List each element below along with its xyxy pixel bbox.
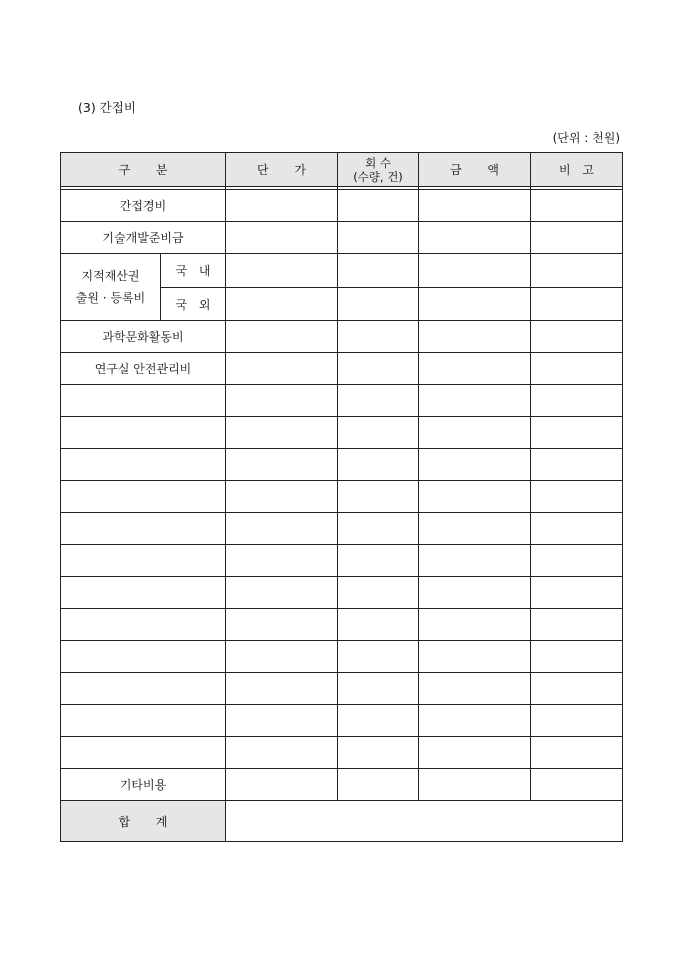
cell-input[interactable] xyxy=(419,705,531,737)
cell-input[interactable] xyxy=(226,769,338,801)
header-count-bottom: (수량, 건) xyxy=(353,169,403,184)
cell-input[interactable] xyxy=(226,417,338,449)
table-row-empty xyxy=(61,641,623,673)
cell-input[interactable] xyxy=(226,545,338,577)
cell-input[interactable] xyxy=(419,417,531,449)
table-row-empty xyxy=(61,705,623,737)
cell-input[interactable] xyxy=(419,673,531,705)
header-row xyxy=(61,153,623,187)
cell-input[interactable] xyxy=(531,673,623,705)
cell-input[interactable] xyxy=(419,513,531,545)
total-row xyxy=(61,801,623,842)
cell-input[interactable] xyxy=(226,641,338,673)
cell-input[interactable] xyxy=(531,353,623,385)
cell-input[interactable] xyxy=(419,190,531,222)
table-row xyxy=(61,321,623,353)
cell-input[interactable] xyxy=(419,769,531,801)
table-row-empty xyxy=(61,417,623,449)
cell-input[interactable] xyxy=(61,577,226,609)
total-value[interactable] xyxy=(226,801,623,842)
table-row xyxy=(61,769,623,801)
cell-input[interactable] xyxy=(338,321,419,353)
ip-group-line1: 지적재산권 xyxy=(81,269,140,283)
cell-input[interactable] xyxy=(531,481,623,513)
cell-input[interactable] xyxy=(61,705,226,737)
cell-input[interactable] xyxy=(226,222,338,254)
cell-input[interactable] xyxy=(338,288,419,321)
table-row xyxy=(61,254,623,288)
cell-input[interactable] xyxy=(531,288,623,321)
cell-input[interactable] xyxy=(531,449,623,481)
cell-input[interactable] xyxy=(61,737,226,769)
table-row-empty xyxy=(61,673,623,705)
cell-input[interactable] xyxy=(338,481,419,513)
cell-input[interactable] xyxy=(61,385,226,417)
cell-input[interactable] xyxy=(338,737,419,769)
cell-input[interactable] xyxy=(338,673,419,705)
cell-input[interactable] xyxy=(338,769,419,801)
cell-input[interactable] xyxy=(338,705,419,737)
cell-input[interactable] xyxy=(531,577,623,609)
cell-input[interactable] xyxy=(531,705,623,737)
row-label-science-culture: 과학문화활동비 xyxy=(61,321,226,353)
table-row-empty xyxy=(61,577,623,609)
header-count-top: 회 수 xyxy=(365,155,391,170)
cell-input[interactable] xyxy=(338,417,419,449)
cell-input[interactable] xyxy=(531,769,623,801)
cell-input[interactable] xyxy=(226,321,338,353)
table-row-empty xyxy=(61,481,623,513)
header-category: 구 분 xyxy=(61,153,226,187)
cell-input[interactable] xyxy=(226,254,338,288)
cell-input[interactable] xyxy=(61,481,226,513)
cell-input[interactable] xyxy=(338,641,419,673)
table-row-empty xyxy=(61,449,623,481)
cell-input[interactable] xyxy=(419,288,531,321)
row-label-ip-group xyxy=(61,254,161,321)
cell-input[interactable] xyxy=(531,190,623,222)
row-label-tech-reserve: 기술개발준비금 xyxy=(61,222,226,254)
cell-input[interactable] xyxy=(61,641,226,673)
cell-input[interactable] xyxy=(61,449,226,481)
cell-input[interactable] xyxy=(226,737,338,769)
cell-input[interactable] xyxy=(531,385,623,417)
cell-input[interactable] xyxy=(61,673,226,705)
unit-note: (단위 : 천원) xyxy=(552,131,620,145)
section-title: (3) 간접비 xyxy=(78,100,136,115)
table-row-empty xyxy=(61,609,623,641)
ip-group-line2: 출원 · 등록비 xyxy=(75,291,146,305)
cell-input[interactable] xyxy=(338,254,419,288)
cell-input[interactable] xyxy=(226,288,338,321)
cell-input[interactable] xyxy=(61,609,226,641)
cell-input[interactable] xyxy=(338,609,419,641)
cell-input[interactable] xyxy=(226,190,338,222)
cell-input[interactable] xyxy=(61,417,226,449)
cell-input[interactable] xyxy=(226,577,338,609)
cell-input[interactable] xyxy=(226,705,338,737)
cell-input[interactable] xyxy=(338,577,419,609)
cell-input[interactable] xyxy=(226,609,338,641)
cell-input[interactable] xyxy=(226,513,338,545)
cell-input[interactable] xyxy=(419,641,531,673)
table-row-empty xyxy=(61,737,623,769)
cell-input[interactable] xyxy=(419,481,531,513)
row-label-ip-foreign: 국 외 xyxy=(161,288,226,321)
cell-input[interactable] xyxy=(419,449,531,481)
table-row-empty xyxy=(61,385,623,417)
cell-input[interactable] xyxy=(419,321,531,353)
header-count xyxy=(338,153,419,187)
cell-input[interactable] xyxy=(419,609,531,641)
cell-input[interactable] xyxy=(226,673,338,705)
cell-input[interactable] xyxy=(419,577,531,609)
row-label-ip-domestic: 국 내 xyxy=(161,254,226,288)
indirect-cost-table xyxy=(60,152,623,842)
table-row xyxy=(61,222,623,254)
cell-input[interactable] xyxy=(226,481,338,513)
cell-input[interactable] xyxy=(531,545,623,577)
cell-input[interactable] xyxy=(531,222,623,254)
cell-input[interactable] xyxy=(338,449,419,481)
total-label: 합 계 xyxy=(61,801,226,842)
cell-input[interactable] xyxy=(531,417,623,449)
cell-input[interactable] xyxy=(419,737,531,769)
cell-input[interactable] xyxy=(531,254,623,288)
cell-input[interactable] xyxy=(338,385,419,417)
cell-input[interactable] xyxy=(338,222,419,254)
cell-input[interactable] xyxy=(338,545,419,577)
row-label-indirect: 간접경비 xyxy=(61,190,226,222)
table-row xyxy=(61,190,623,222)
cell-input[interactable] xyxy=(338,190,419,222)
cell-input[interactable] xyxy=(338,353,419,385)
table-row-empty xyxy=(61,513,623,545)
cell-input[interactable] xyxy=(61,545,226,577)
header-unit-price: 단 가 xyxy=(226,153,338,187)
cell-input[interactable] xyxy=(419,385,531,417)
cell-input[interactable] xyxy=(226,385,338,417)
cell-input[interactable] xyxy=(61,513,226,545)
row-label-other: 기타비용 xyxy=(61,769,226,801)
cell-input[interactable] xyxy=(531,609,623,641)
table-row-empty xyxy=(61,545,623,577)
table-row xyxy=(61,353,623,385)
row-label-lab-safety: 연구실 안전관리비 xyxy=(61,353,226,385)
cell-input[interactable] xyxy=(338,513,419,545)
cell-input[interactable] xyxy=(531,737,623,769)
cell-input[interactable] xyxy=(419,222,531,254)
cell-input[interactable] xyxy=(226,353,338,385)
cell-input[interactable] xyxy=(531,641,623,673)
cell-input[interactable] xyxy=(419,545,531,577)
cell-input[interactable] xyxy=(419,254,531,288)
cell-input[interactable] xyxy=(226,449,338,481)
cell-input[interactable] xyxy=(419,353,531,385)
cell-input[interactable] xyxy=(531,513,623,545)
cell-input[interactable] xyxy=(531,321,623,353)
header-remarks: 비 고 xyxy=(531,153,623,187)
header-amount: 금 액 xyxy=(419,153,531,187)
